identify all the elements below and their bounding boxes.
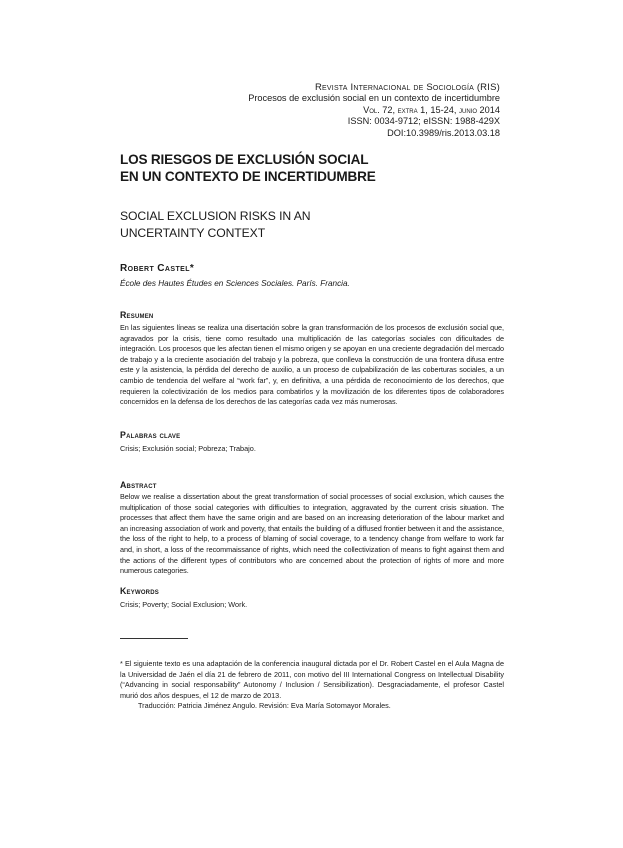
article-title	[120, 151, 500, 185]
journal-name: Revista Internacional de Sociología (RIS)	[315, 82, 500, 93]
author-name: Robert Castel*	[120, 263, 195, 274]
english-title-line1: SOCIAL EXCLUSION RISKS IN AN	[120, 209, 311, 223]
journal-header	[248, 82, 500, 139]
footnote-translation: Traducción: Patricia Jiménez Angulo. Revisión: Eva María Sotomayor Morales.	[138, 701, 391, 711]
footnote-text: * El siguiente texto es una adaptación de la conferencia inaugural dictada por el Dr. Robert Castel en el Aula Magna de la Universidad de Jaén el día 21 de febrero de 2011, con motivo del III International Congress on Intellectual Disability (“Advancing in social responsability” Autonomy / Inclusion / Sensibilization). Desgraciadamente, el profesor Castel murió dos años despues, el 12 de marzo de 2013.	[120, 659, 504, 700]
abstract-heading: Abstract	[120, 480, 157, 490]
english-title-line2: UNCERTAINTY CONTEXT	[120, 226, 266, 240]
resumen-text: En las siguientes líneas se realiza una disertación sobre la gran transformación de los procesos de exclusión social que, agravados por la crisis, tiene como resultado una multiplicación de las categorías sociales con dificultades de integración. Los procesos que les afectan tienen el mismo origen y se apoyan en una creciente degradación del mercado de trabajo y a la creciente asociación del trabajo y la pobreza, que conlleva la construcción de una frontera difusa entre este y la asistencia, la pérdida del derecho de auxilio, a un proceso de culpabilización de las coberturas sociales, a un cambio de tendencia del welfare al “work far”, y, en definitiva, a una pérdida de reconocimiento de los derechos, que requieren la colectivización de los medios para combatirlos y la movilización de los diferentes tipos de colaboradores concernidos en la defensa de los derechos de las categorías cada vez más numerosas.	[120, 323, 504, 407]
volume-info: Vol. 72, extra 1, 15-24, junio 2014	[363, 104, 500, 115]
palabras-clave-text: Crisis; Exclusión social; Pobreza; Trabajo.	[120, 444, 256, 453]
keywords-heading: Keywords	[120, 586, 159, 596]
author-affiliation: École des Hautes Études en Sciences Sociales. París. Francia.	[120, 279, 350, 288]
article-title-line2: EN UN CONTEXTO DE INCERTIDUMBRE	[120, 169, 376, 184]
abstract-text: Below we realise a dissertation about the great transformation of social processes of social exclusion, which causes the multiplication of those social categories with difficulties to integration, aggravated by the current crisis situation. The processes that affect them have the same origin and are based on an increasing deterioration of the labour market and an increasing association of work and poverty, that entails the building of a diffused frontier between it and the assistance, the loss of the right to help, to a process of blaming of social coverage, to a tendency change from welfare to work far and, in short, a loss of the recommaissance of rights, which need the collectivization of means to fight against them and the actions of the different types of contributors who are concerned about the protection of rights of more and more numerous categories.	[120, 492, 504, 576]
keywords-text: Crisis; Poverty; Social Exclusion; Work.	[120, 600, 248, 609]
footnote-divider	[120, 638, 188, 639]
issue-title: Procesos de exclusión social en un contexto de incertidumbre	[248, 93, 500, 104]
english-title	[120, 208, 500, 242]
article-title-line1: LOS RIESGOS DE EXCLUSIÓN SOCIAL	[120, 152, 369, 167]
doi-info: DOI:10.3989/ris.2013.03.18	[387, 127, 500, 138]
resumen-heading: Resumen	[120, 310, 154, 320]
palabras-clave-heading: Palabras clave	[120, 430, 181, 440]
issn-info: ISSN: 0034-9712; eISSN: 1988-429X	[347, 116, 500, 127]
footnote	[120, 659, 504, 712]
